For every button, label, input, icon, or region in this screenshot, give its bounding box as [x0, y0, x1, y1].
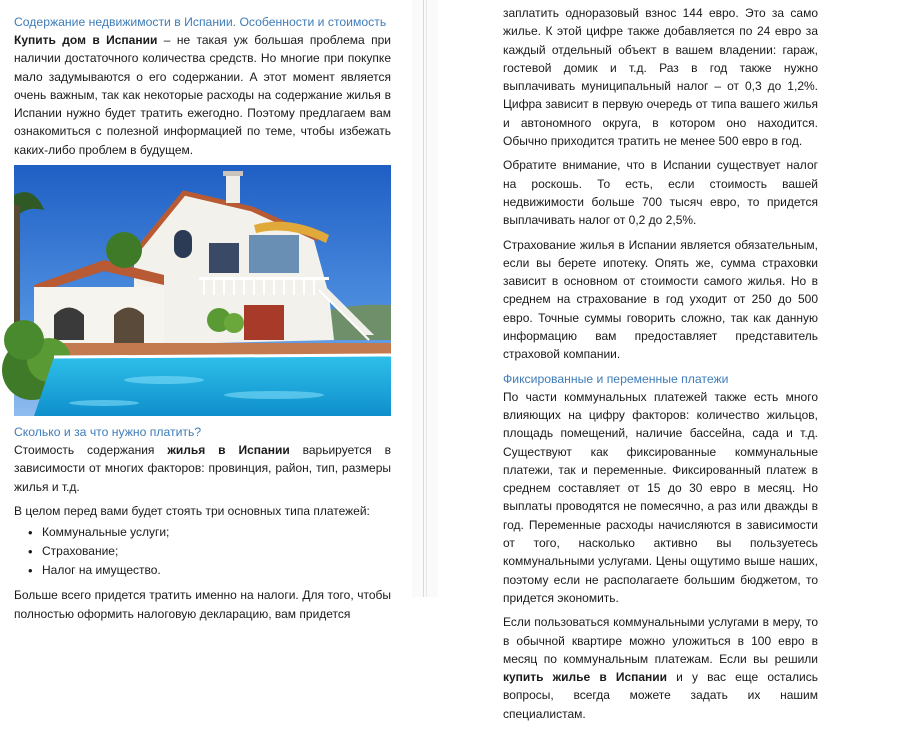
section-title-payments: Сколько и за что нужно платить? — [14, 425, 202, 440]
left-page — [0, 0, 412, 621]
payment-types-paragraph: В целом перед вами будет стоять три основных типа платежей: — [14, 503, 370, 518]
article-title: Содержание недвижимости в Испании. Особенности и стоимость — [14, 15, 387, 29]
list-item: • Коммунальные услуги; — [28, 523, 391, 542]
intro-text: – не такая уж большая проблема при наличии достаточного количества средств. Но многие при покупке мало задумываются о его содержании. А этот момент является очень важным, так как некоторые расходы на содержание жилья в Испании нужно будет тратить ежегодно. Поэтому предлагаем вам ознакомиться с полезной информацией по теме, чтобы избежать каких-либо проблем в будущем. — [14, 33, 391, 157]
page-gutter — [412, 0, 438, 597]
right-page-content — [503, 4, 818, 729]
taxes-paragraph: Больше всего придется тратить именно на налоги. Для того, чтобы полностью оформить налоговую декларацию, вам придется — [14, 588, 391, 621]
luxury-tax-paragraph: Обратите внимание, что в Испании существует налог на роскошь. То есть, если стоимость вашей недвижимости больше 700 тысяч евро, то придется выплачивать налог от 0,2 до 2,5%. — [503, 158, 818, 228]
cost-paragraph — [14, 441, 391, 496]
insurance-paragraph: Страхование жилья в Испании является обязательным, если вы берете ипотеку. Опять же, сумма страховки зависит в основном от стоимости самого жилья. Но в среднем на страхование в год уходит от 250 до 500 евро. Точные суммы говорить сложно, так как данную информацию вам предоставляет представитель страховой компании. — [503, 237, 818, 362]
list-item: • Налог на имущество. — [28, 561, 391, 580]
villa-pool-photo — [14, 165, 391, 416]
cost-bold-link: жилья в Испании — [167, 443, 290, 458]
intro-paragraph — [14, 31, 391, 159]
conclusion-bold-link: купить жилье в Испании — [503, 670, 668, 685]
intro-bold-link: Купить дом в Испании — [14, 33, 158, 47]
conclusion-text-after: и у вас еще остались вопросы, всегда можете задать их нашим специалистам. — [503, 670, 818, 721]
tax-continued-paragraph: заплатить одноразовый взнос 144 евро. Это за само жилье. К этой цифре также добавляется по 24 евро за каждый отдельный объект в вашем владении: гараж, гостевой домик и т.д. Раз в год также нужно выплачивать муниципальный налог – от 0,3 до 1,2%. Цифра зависит в первую очередь от типа вашего жилья и автономного округа, в котором оно находится. Обычно приходится тратить не менее 500 евро в год. — [503, 6, 818, 149]
utilities-paragraph: По части коммунальных платежей также есть много влияющих на цифру факторов: количество жильцов, площадь помещений, наличие бассейна, сада и т.д. Существуют как фиксированные коммунальные платежи, так и переменные. Фиксированный платеж в среднем составляет от 15 до 30 евро в месяц. Но выплаты проводятся не помесячно, а раз или дважды в год. Переменные расходы начисляются в зависимости от того, насколько активно вы пользуетесь коммунальными услугами. Цены ощутимо выше наших, поэтому если не располагаете большим бюджетом, то придется экономить. — [503, 389, 818, 605]
right-page — [438, 0, 901, 721]
list-item: • Страхование; — [28, 542, 391, 561]
cost-text-before: Стоимость содержания — [14, 443, 168, 458]
conclusion-text-before: Если пользоваться коммунальными услугами в меру, то в обычной квартире можно уложиться в 100 евро в месяц по коммунальным платежам. Если вы решили — [503, 615, 818, 666]
cost-text-after: варьируется в зависимости от многих факторов: провинция, район, тип, размеры жилья и т.д. — [14, 443, 392, 494]
conclusion-paragraph — [503, 613, 818, 723]
payment-types-list — [14, 523, 391, 580]
section-title-fixed-variable: Фиксированные и переменные платежи — [503, 371, 729, 386]
left-page-content — [14, 13, 391, 629]
